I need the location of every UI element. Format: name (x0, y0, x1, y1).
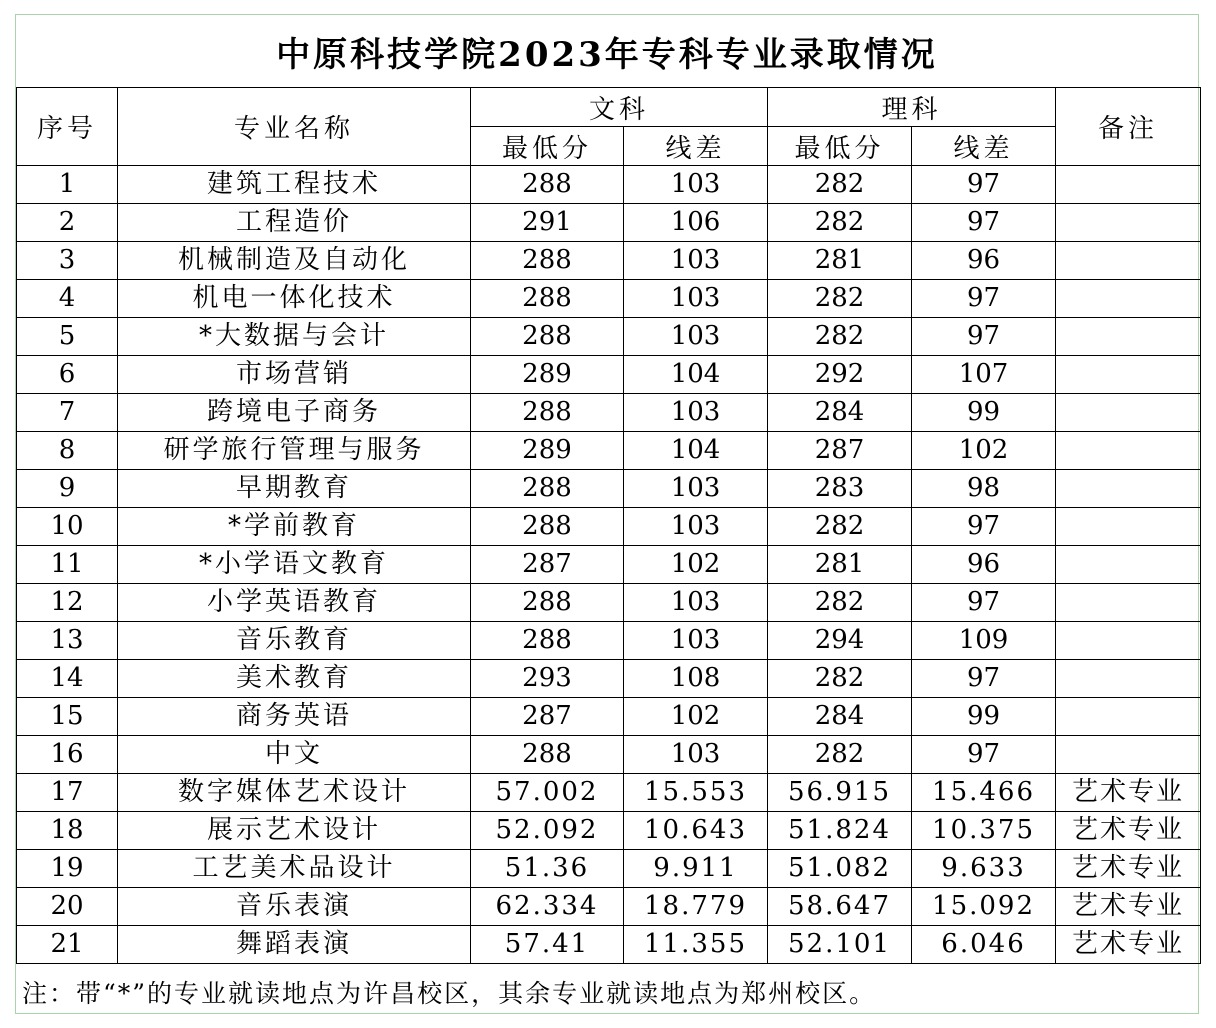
cell-wenke-min: 52.092 (471, 812, 624, 850)
cell-seq: 13 (17, 622, 118, 660)
cell-wenke-min: 57.41 (471, 926, 624, 964)
table-row (17, 926, 1201, 964)
cell-seq: 16 (17, 736, 118, 774)
cell-like-min: 282 (768, 280, 912, 318)
cell-wenke-diff: 103 (624, 470, 768, 508)
cell-wenke-diff: 11.355 (624, 926, 768, 964)
cell-wenke-diff: 102 (624, 698, 768, 736)
cell-like-diff: 96 (912, 242, 1056, 280)
cell-wenke-min: 288 (471, 394, 624, 432)
table-row (17, 280, 1201, 318)
cell-like-diff: 10.375 (912, 812, 1056, 850)
cell-major: 音乐表演 (118, 888, 471, 926)
cell-wenke-diff: 106 (624, 204, 768, 242)
table-row (17, 318, 1201, 356)
table-row (17, 660, 1201, 698)
cell-major: 早期教育 (118, 470, 471, 508)
cell-note (1056, 698, 1201, 736)
cell-like-diff: 107 (912, 356, 1056, 394)
cell-like-min: 282 (768, 318, 912, 356)
header-wenke: 文科 (471, 88, 768, 127)
cell-note (1056, 736, 1201, 774)
cell-major: *大数据与会计 (118, 318, 471, 356)
cell-wenke-min: 288 (471, 318, 624, 356)
cell-wenke-min: 289 (471, 356, 624, 394)
cell-like-min: 51.824 (768, 812, 912, 850)
table-row (17, 394, 1201, 432)
cell-like-diff: 99 (912, 698, 1056, 736)
cell-wenke-min: 288 (471, 508, 624, 546)
table-row (17, 242, 1201, 280)
cell-wenke-diff: 103 (624, 166, 768, 204)
table-row (17, 812, 1201, 850)
cell-seq: 8 (17, 432, 118, 470)
cell-wenke-min: 288 (471, 470, 624, 508)
cell-wenke-diff: 103 (624, 584, 768, 622)
cell-wenke-min: 289 (471, 432, 624, 470)
cell-major: 展示艺术设计 (118, 812, 471, 850)
cell-seq: 20 (17, 888, 118, 926)
cell-seq: 1 (17, 166, 118, 204)
cell-wenke-min: 293 (471, 660, 624, 698)
cell-seq: 14 (17, 660, 118, 698)
cell-seq: 10 (17, 508, 118, 546)
table-row (17, 774, 1201, 812)
cell-wenke-min: 287 (471, 698, 624, 736)
cell-like-diff: 98 (912, 470, 1056, 508)
cell-wenke-diff: 104 (624, 356, 768, 394)
cell-like-diff: 99 (912, 394, 1056, 432)
cell-like-min: 284 (768, 394, 912, 432)
header-like: 理科 (768, 88, 1056, 127)
cell-seq: 2 (17, 204, 118, 242)
cell-like-diff: 97 (912, 204, 1056, 242)
cell-note (1056, 242, 1201, 280)
header-note: 备注 (1056, 88, 1201, 166)
table-row (17, 508, 1201, 546)
cell-seq: 3 (17, 242, 118, 280)
cell-like-min: 282 (768, 736, 912, 774)
cell-like-diff: 9.633 (912, 850, 1056, 888)
cell-like-diff: 97 (912, 660, 1056, 698)
cell-major: 小学英语教育 (118, 584, 471, 622)
table-row (17, 470, 1201, 508)
cell-like-min: 51.082 (768, 850, 912, 888)
cell-seq: 5 (17, 318, 118, 356)
cell-like-diff: 97 (912, 166, 1056, 204)
cell-seq: 6 (17, 356, 118, 394)
table-row (17, 622, 1201, 660)
table-row (17, 356, 1201, 394)
cell-wenke-min: 287 (471, 546, 624, 584)
cell-wenke-diff: 103 (624, 318, 768, 356)
cell-like-diff: 109 (912, 622, 1056, 660)
cell-note (1056, 622, 1201, 660)
cell-note: 艺术专业 (1056, 812, 1201, 850)
cell-like-diff: 97 (912, 736, 1056, 774)
cell-like-diff: 96 (912, 546, 1056, 584)
cell-like-min: 283 (768, 470, 912, 508)
cell-seq: 17 (17, 774, 118, 812)
cell-wenke-diff: 15.553 (624, 774, 768, 812)
cell-seq: 9 (17, 470, 118, 508)
cell-note (1056, 546, 1201, 584)
cell-like-diff: 6.046 (912, 926, 1056, 964)
admission-table (16, 87, 1201, 964)
cell-like-diff: 97 (912, 584, 1056, 622)
cell-seq: 19 (17, 850, 118, 888)
cell-like-min: 56.915 (768, 774, 912, 812)
table-row (17, 584, 1201, 622)
cell-wenke-diff: 102 (624, 546, 768, 584)
cell-major: 研学旅行管理与服务 (118, 432, 471, 470)
cell-note (1056, 508, 1201, 546)
cell-seq: 15 (17, 698, 118, 736)
cell-major: 舞蹈表演 (118, 926, 471, 964)
cell-like-min: 282 (768, 660, 912, 698)
cell-wenke-diff: 103 (624, 508, 768, 546)
header-major: 专业名称 (118, 88, 471, 166)
cell-like-min: 287 (768, 432, 912, 470)
cell-wenke-diff: 108 (624, 660, 768, 698)
cell-note: 艺术专业 (1056, 850, 1201, 888)
header-like-diff: 线差 (912, 127, 1056, 166)
table-row (17, 432, 1201, 470)
cell-major: 市场营销 (118, 356, 471, 394)
cell-wenke-min: 288 (471, 166, 624, 204)
cell-like-min: 294 (768, 622, 912, 660)
cell-major: *小学语文教育 (118, 546, 471, 584)
cell-seq: 18 (17, 812, 118, 850)
cell-major: 机械制造及自动化 (118, 242, 471, 280)
cell-major: 工程造价 (118, 204, 471, 242)
cell-wenke-diff: 9.911 (624, 850, 768, 888)
cell-like-min: 284 (768, 698, 912, 736)
cell-wenke-min: 288 (471, 622, 624, 660)
cell-wenke-min: 291 (471, 204, 624, 242)
cell-wenke-diff: 10.643 (624, 812, 768, 850)
cell-seq: 11 (17, 546, 118, 584)
header-row-1 (17, 88, 1201, 127)
cell-like-diff: 97 (912, 318, 1056, 356)
cell-wenke-min: 288 (471, 584, 624, 622)
cell-seq: 21 (17, 926, 118, 964)
cell-wenke-min: 62.334 (471, 888, 624, 926)
cell-like-min: 292 (768, 356, 912, 394)
cell-wenke-min: 57.002 (471, 774, 624, 812)
page-title: 中原科技学院2023年专科专业录取情况 (276, 34, 938, 75)
header-like-min: 最低分 (768, 127, 912, 166)
cell-seq: 7 (17, 394, 118, 432)
cell-major: 音乐教育 (118, 622, 471, 660)
cell-wenke-diff: 104 (624, 432, 768, 470)
cell-major: 跨境电子商务 (118, 394, 471, 432)
cell-wenke-min: 288 (471, 242, 624, 280)
cell-note (1056, 356, 1201, 394)
cell-note (1056, 394, 1201, 432)
cell-note (1056, 584, 1201, 622)
table-row (17, 546, 1201, 584)
cell-seq: 12 (17, 584, 118, 622)
cell-note (1056, 660, 1201, 698)
table-row (17, 204, 1201, 242)
cell-major: 数字媒体艺术设计 (118, 774, 471, 812)
cell-like-min: 281 (768, 242, 912, 280)
table-row (17, 850, 1201, 888)
cell-note (1056, 166, 1201, 204)
cell-like-min: 281 (768, 546, 912, 584)
cell-like-min: 282 (768, 166, 912, 204)
cell-note: 艺术专业 (1056, 774, 1201, 812)
cell-major: 工艺美术品设计 (118, 850, 471, 888)
cell-wenke-diff: 103 (624, 242, 768, 280)
header-seq: 序号 (17, 88, 118, 166)
footnote: 注：带“*”的专业就读地点为许昌校区，其余专业就读地点为郑州校区。 (22, 979, 877, 1008)
table-row (17, 736, 1201, 774)
cell-like-diff: 97 (912, 508, 1056, 546)
cell-note: 艺术专业 (1056, 926, 1201, 964)
cell-major: *学前教育 (118, 508, 471, 546)
cell-note (1056, 204, 1201, 242)
cell-like-min: 282 (768, 508, 912, 546)
cell-major: 中文 (118, 736, 471, 774)
cell-wenke-diff: 18.779 (624, 888, 768, 926)
header-wenke-min: 最低分 (471, 127, 624, 166)
cell-wenke-min: 288 (471, 736, 624, 774)
cell-like-diff: 15.466 (912, 774, 1056, 812)
cell-seq: 4 (17, 280, 118, 318)
cell-note (1056, 432, 1201, 470)
cell-note (1056, 470, 1201, 508)
cell-note (1056, 280, 1201, 318)
cell-note: 艺术专业 (1056, 888, 1201, 926)
cell-wenke-diff: 103 (624, 736, 768, 774)
cell-like-min: 282 (768, 584, 912, 622)
cell-like-min: 58.647 (768, 888, 912, 926)
header-wenke-diff: 线差 (624, 127, 768, 166)
table-row (17, 698, 1201, 736)
cell-wenke-diff: 103 (624, 394, 768, 432)
cell-major: 美术教育 (118, 660, 471, 698)
cell-like-min: 282 (768, 204, 912, 242)
cell-note (1056, 318, 1201, 356)
cell-major: 商务英语 (118, 698, 471, 736)
cell-like-diff: 102 (912, 432, 1056, 470)
cell-like-min: 52.101 (768, 926, 912, 964)
cell-like-diff: 97 (912, 280, 1056, 318)
cell-major: 建筑工程技术 (118, 166, 471, 204)
cell-like-diff: 15.092 (912, 888, 1056, 926)
table-row (17, 166, 1201, 204)
cell-major: 机电一体化技术 (118, 280, 471, 318)
cell-wenke-min: 51.36 (471, 850, 624, 888)
cell-wenke-min: 288 (471, 280, 624, 318)
cell-wenke-diff: 103 (624, 622, 768, 660)
cell-wenke-diff: 103 (624, 280, 768, 318)
table-row (17, 888, 1201, 926)
